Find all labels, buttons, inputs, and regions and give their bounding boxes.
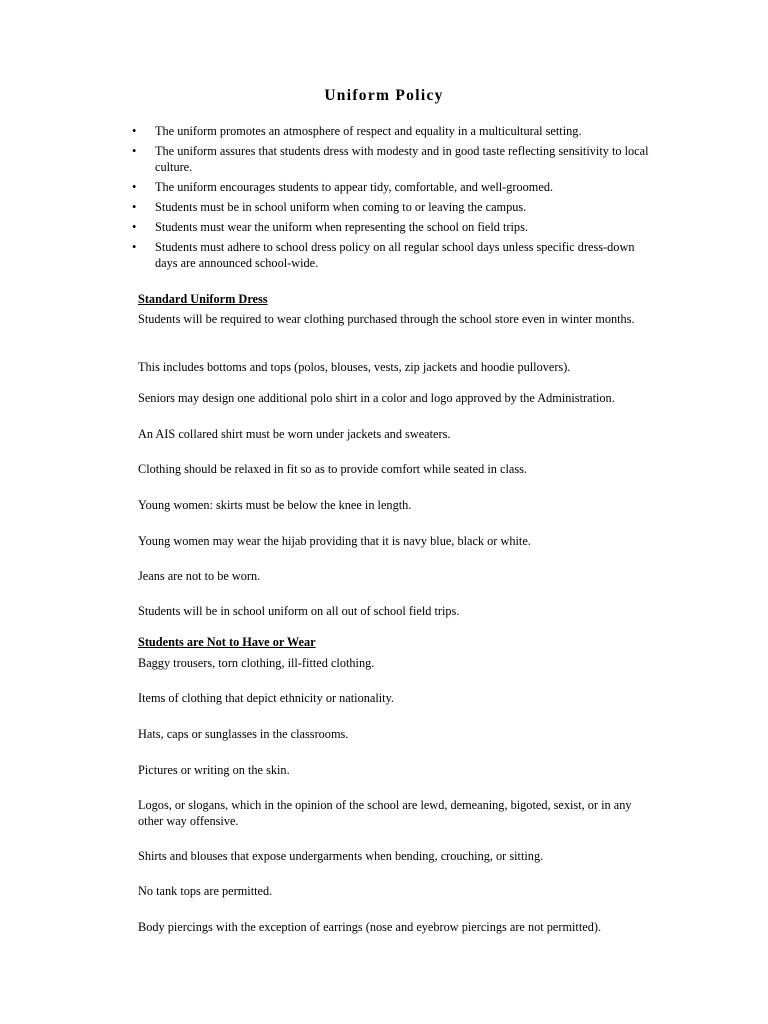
bullet-marker: •	[132, 240, 137, 254]
bullet-text: Students must be in school uniform when coming to or leaving the campus.	[155, 200, 527, 214]
standard-paragraph: Students will be required to wear clothing purchased through the school store even in winter months.	[138, 312, 635, 326]
not-allowed-paragraph: Hats, caps or sunglasses in the classrooms.	[138, 727, 349, 741]
section-heading-not-allowed: Students are Not to Have or Wear	[138, 635, 316, 649]
bullet-marker: •	[132, 144, 137, 158]
not-allowed-paragraph: Shirts and blouses that expose undergarments when bending, crouching, or sitting.	[138, 849, 544, 863]
policy-bullet-list	[132, 123, 658, 275]
not-allowed-paragraph: Logos, or slogans, which in the opinion of the school are lewd, demeaning, bigoted, sexist, or in any other way offensive.	[138, 798, 632, 828]
not-allowed-paragraph: Items of clothing that depict ethnicity or nationality.	[138, 691, 395, 705]
bullet-item	[132, 199, 658, 215]
bullet-text: The uniform assures that students dress with modesty and in good taste reflecting sensitivity to local culture.	[155, 144, 649, 174]
not-allowed-paragraph: No tank tops are permitted.	[138, 884, 273, 898]
page-title: Uniform Policy	[324, 87, 444, 104]
standard-paragraph: An AIS collared shirt must be worn under jackets and sweaters.	[138, 427, 451, 441]
not-allowed-paragraph: Body piercings with the exception of earrings (nose and eyebrow piercings are not permitted).	[138, 920, 602, 934]
bullet-text: Students must adhere to school dress policy on all regular school days unless specific dress-down days are announced school-wide.	[155, 240, 635, 270]
standard-paragraph: Students will be in school uniform on all out of school field trips.	[138, 604, 460, 618]
bullet-item	[132, 239, 658, 271]
not-allowed-paragraph: Pictures or writing on the skin.	[138, 763, 290, 777]
bullet-marker: •	[132, 220, 137, 234]
standard-paragraph: This includes bottoms and tops (polos, blouses, vests, zip jackets and hoodie pullovers).	[138, 360, 571, 374]
bullet-text: The uniform encourages students to appear tidy, comfortable, and well-groomed.	[155, 180, 554, 194]
bullet-marker: •	[132, 200, 137, 214]
bullet-item	[132, 123, 658, 139]
bullet-item	[132, 143, 658, 175]
standard-paragraph: Seniors may design one additional polo shirt in a color and logo approved by the Administration.	[138, 391, 615, 405]
section-heading-standard-uniform: Standard Uniform Dress	[138, 292, 268, 306]
bullet-marker: •	[132, 124, 137, 138]
not-allowed-paragraph: Baggy trousers, torn clothing, ill-fitted clothing.	[138, 656, 375, 670]
bullet-item	[132, 179, 658, 195]
standard-paragraph: Young women may wear the hijab providing that it is navy blue, black or white.	[138, 534, 531, 548]
bullet-text: The uniform promotes an atmosphere of respect and equality in a multicultural setting.	[155, 124, 582, 138]
bullet-text: Students must wear the uniform when representing the school on field trips.	[155, 220, 528, 234]
standard-paragraph: Clothing should be relaxed in fit so as to provide comfort while seated in class.	[138, 462, 527, 476]
standard-paragraph: Young women: skirts must be below the knee in length.	[138, 498, 412, 512]
standard-paragraph: Jeans are not to be worn.	[138, 569, 261, 583]
bullet-marker: •	[132, 180, 137, 194]
bullet-item	[132, 219, 658, 235]
